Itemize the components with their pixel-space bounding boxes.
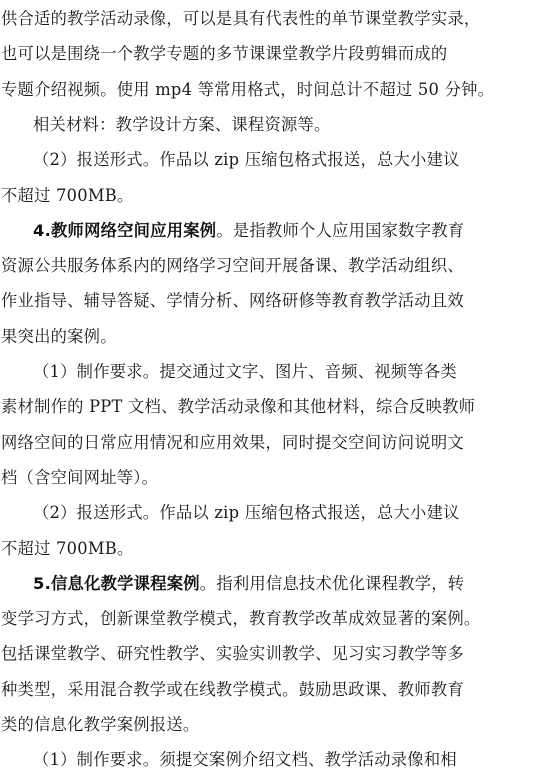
text-line bbox=[1, 247, 548, 285]
text-line bbox=[33, 494, 548, 532]
line-text: 不超过 700MB。 bbox=[1, 185, 134, 205]
line-text: 不超过 700MB。 bbox=[1, 538, 134, 558]
line-text: （2）报送形式。作品以 zip 压缩包格式报送，总大小建议 bbox=[33, 150, 460, 170]
line-text: 作业指导、辅导答疑、学情分析、网络研修等教育教学活动且效 bbox=[1, 291, 464, 311]
text-line bbox=[1, 0, 548, 38]
text-line bbox=[1, 318, 548, 356]
text-line bbox=[33, 141, 548, 179]
text-line bbox=[33, 565, 548, 603]
text-line bbox=[1, 459, 548, 497]
line-text: 也可以是围绕一个教学专题的多节课课堂教学片段剪辑而成的 bbox=[1, 44, 448, 64]
line-text: 变学习方式，创新课堂教学模式，教育教学改革成效显著的案例。 bbox=[1, 609, 481, 629]
text-line bbox=[33, 741, 548, 779]
text-line bbox=[33, 212, 548, 250]
line-text: （1）制作要求。须提交案例介绍文档、教学活动录像和相 bbox=[33, 750, 457, 770]
line-text: 网络空间的日常应用情况和应用效果，同时提交空间访问说明文 bbox=[1, 432, 464, 452]
text-line bbox=[1, 635, 548, 673]
line-text: 。是指教师个人应用国家数字教育 bbox=[216, 220, 465, 240]
line-text: （2）报送形式。作品以 zip 压缩包格式报送，总大小建议 bbox=[33, 503, 460, 523]
line-text: 专题介绍视频。使用 mp4 等常用格式，时间总计不超过 50 分钟。 bbox=[1, 79, 495, 99]
text-line bbox=[1, 530, 548, 568]
section-heading: 5.信息化教学课程案例 bbox=[33, 573, 200, 593]
text-line bbox=[1, 71, 548, 109]
line-text: 。指利用信息技术优化课程教学，转 bbox=[199, 573, 465, 593]
text-line bbox=[1, 282, 548, 320]
text-line bbox=[1, 35, 548, 73]
text-line bbox=[1, 424, 548, 462]
line-text: 包括课堂教学、研究性教学、实验实训教学、见习实习教学等多 bbox=[1, 644, 464, 664]
line-text: 类的信息化教学案例报送。 bbox=[1, 715, 200, 734]
line-text: 供合适的教学活动录像，可以是具有代表性的单节课堂教学实录， bbox=[1, 9, 481, 28]
text-line bbox=[1, 600, 548, 638]
section-heading: 4.教师网络空间应用案例 bbox=[33, 220, 217, 240]
line-text: 资源公共服务体系内的网络学习空间开展备课、教学活动组织、 bbox=[1, 256, 464, 276]
text-line bbox=[1, 671, 548, 709]
text-line bbox=[33, 353, 548, 391]
text-line bbox=[1, 388, 548, 426]
text-line bbox=[33, 106, 548, 144]
line-text: 素材制作的 PPT 文档、教学活动录像和其他材料，综合反映教师 bbox=[1, 397, 476, 417]
line-text: （1）制作要求。提交通过文字、图片、音频、视频等各类 bbox=[33, 362, 457, 381]
text-line bbox=[1, 706, 548, 744]
line-text: 果突出的案例。 bbox=[1, 326, 117, 346]
line-text: 种类型，采用混合教学或在线教学模式。鼓励思政课、教师教育 bbox=[1, 679, 464, 699]
text-line bbox=[1, 177, 548, 215]
line-text: 档（含空间网址等）。 bbox=[1, 467, 159, 487]
line-text: 相关材料：教学设计方案、课程资源等。 bbox=[33, 114, 331, 134]
